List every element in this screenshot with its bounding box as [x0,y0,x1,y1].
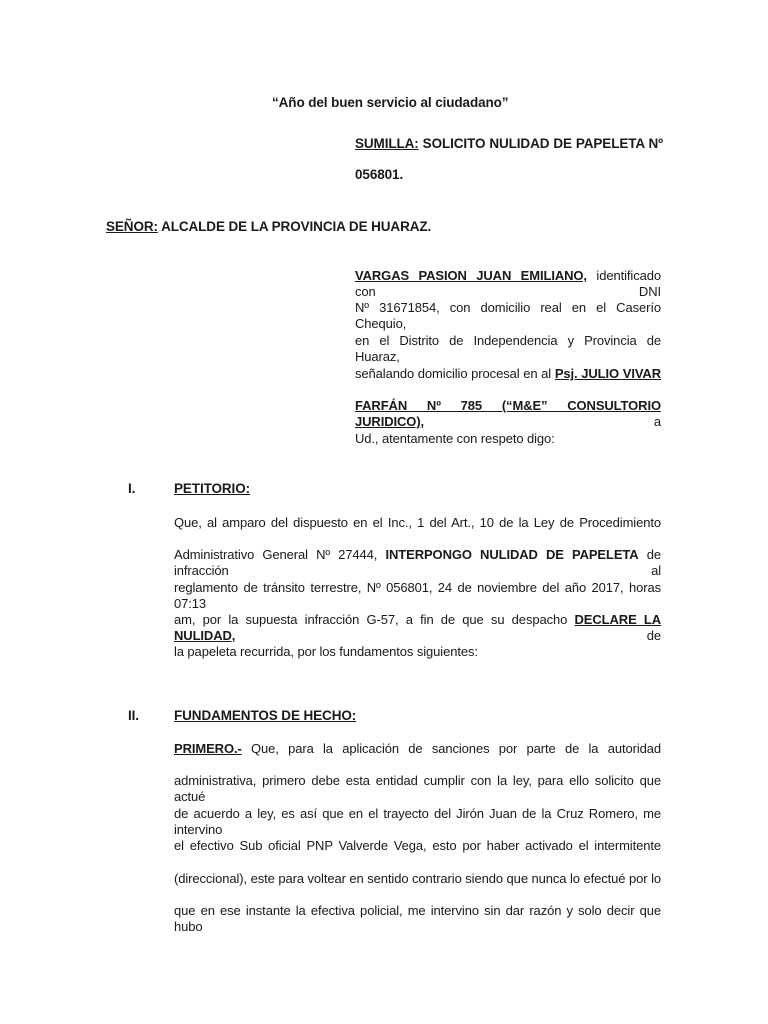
petitorio-line-4-start: am, por la supuesta infracción G-57, a fin de que su despacho [174,612,568,627]
sumilla-label: SUMILLA: [355,136,419,151]
procedural-address-1: Psj. JULIO VIVAR [554,366,662,381]
hecho-line-5: (direccional), este para voltear en sentido contrario siendo que nunca lo efectué por lo [174,871,661,886]
petitorio-line-3: reglamento de tránsito terrestre, Nº 056801, 24 de noviembre del año 2017, horas 07:13 [174,580,661,611]
petitorio-line-2 [174,547,661,579]
petitorio-line-2-bold: INTERPONGO NULIDAD DE PAPELETA [385,547,639,562]
hecho-line-6: que en ese instante la efectiva policial, me intervino sin dar razón y solo decir que hubo [174,903,661,934]
applicant-line-5-end: a [653,414,661,429]
applicant-line-2: Nº 31671854, con domicilio real en el Caserío Chequio, [355,300,661,331]
addressee-label: SEÑOR: [106,219,158,234]
hecho-line-1 [174,741,661,757]
applicant-line-3: en el Distrito de Independencia y Provincia de Huaraz, [355,333,661,364]
applicant-line-5 [355,398,661,430]
section-1-title: PETITORIO: [174,481,251,496]
petitorio-line-2-start: Administrativo General Nº 27444, [174,547,378,562]
applicant-line-4-start: señalando domicilio procesal en al [355,366,552,381]
sumilla-line-2: 056801. [355,167,404,182]
petitorio-line-4-bold: DECLARE LA NULIDAD, [174,612,661,643]
petitorio-line-4 [174,612,661,644]
applicant-line-4 [355,366,661,382]
applicant-line-1 [355,268,661,300]
sumilla-line-1 [355,136,663,152]
section-2-number: II. [128,708,139,723]
applicant-line-1-rest: identificado con DNI [355,268,661,299]
petitorio-line-4-end: de [646,628,661,643]
section-2-title: FUNDAMENTOS DE HECHO: [174,708,357,723]
procedural-address-2: FARFÁN Nº 785 (“M&E” CONSULTORIO JURIDICO), [355,398,661,429]
applicant-name: VARGAS PASION JUAN EMILIANO, [355,268,587,283]
petitorio-line-1: Que, al amparo del dispuesto en el Inc., 1 del Art., 10 de la Ley de Procedimiento [174,515,661,530]
hecho-line-1-rest: Que, para la aplicación de sanciones por parte de la autoridad [251,741,662,756]
sumilla-text-1: SOLICITO NULIDAD DE PAPELETA Nº [422,136,663,151]
year-motto: “Año del buen servicio al ciudadano” [272,95,509,110]
petitorio-line-2-end: de infracción al [174,547,662,578]
hecho-line-2: administrativa, primero debe esta entidad cumplir con la ley, para ello solicito que actué [174,773,661,804]
hecho-line-4: el efectivo Sub oficial PNP Valverde Vega, esto por haber activado el intermitente [174,838,661,853]
addressee-text: ALCALDE DE LA PROVINCIA DE HUARAZ. [161,219,432,234]
hecho-line-3: de acuerdo a ley, es así que en el trayecto del Jirón Juan de la Cruz Romero, me intervino [174,806,661,837]
petitorio-line-5: la papeleta recurrida, por los fundamentos siguientes: [174,644,478,659]
addressee [106,219,431,235]
applicant-line-6: Ud., atentamente con respeto digo: [355,431,555,446]
primero-label: PRIMERO.- [174,741,242,756]
section-1-number: I. [128,481,136,496]
